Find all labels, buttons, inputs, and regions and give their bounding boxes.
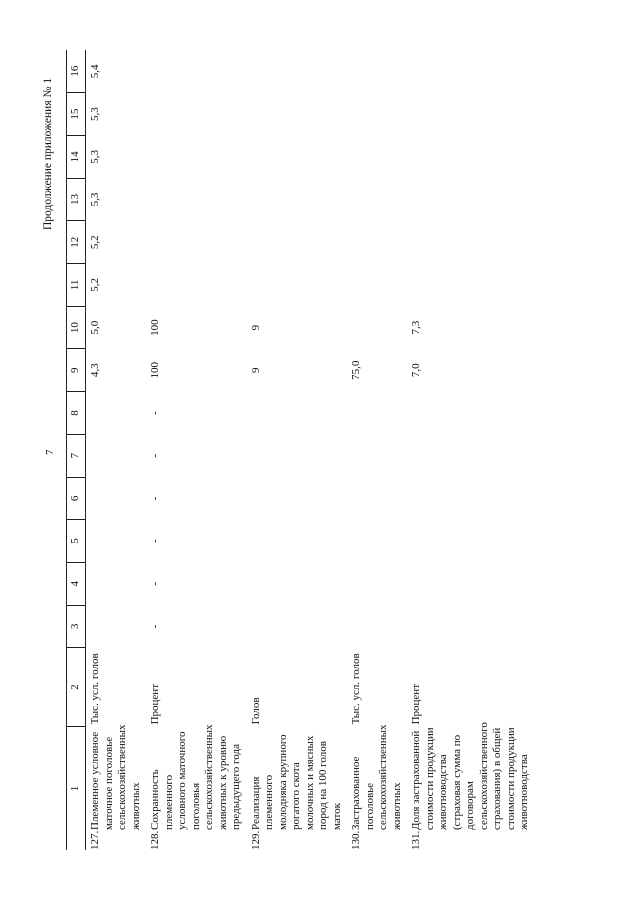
value-cell: - <box>149 453 161 458</box>
value-cell <box>407 562 535 605</box>
appendix-label: Продолжение приложения № 1 <box>42 77 54 230</box>
value-cell: 75,0 <box>350 360 362 380</box>
value-cell: 5,2 <box>89 278 101 292</box>
value-cell <box>347 306 407 349</box>
table-row <box>247 50 348 850</box>
value-cell <box>407 221 535 264</box>
column-header: 3 <box>67 605 86 648</box>
value-cell <box>86 477 147 520</box>
column-header: 2 <box>67 648 86 727</box>
value-cell <box>247 221 348 264</box>
unit-cell: Процент <box>149 683 161 725</box>
value-cell <box>347 477 407 520</box>
value-cell <box>347 562 407 605</box>
value-cell: 100 <box>149 362 161 379</box>
table-row <box>347 50 407 850</box>
value-cell <box>146 136 247 179</box>
value-cell <box>146 93 247 136</box>
value-cell: 5,0 <box>89 320 101 335</box>
column-header: 15 <box>67 93 86 136</box>
indicator-cell <box>86 726 147 850</box>
header-row <box>67 50 86 850</box>
value-cell <box>86 392 147 435</box>
row-number: 131. <box>410 830 422 850</box>
value-cell: 9 <box>249 324 262 331</box>
value-cell: 5,3 <box>89 192 101 207</box>
value-cell <box>247 477 348 520</box>
value-cell <box>407 93 535 136</box>
column-header: 11 <box>67 264 86 307</box>
value-cell <box>347 520 407 563</box>
value-cell <box>407 520 535 563</box>
value-cell <box>146 221 247 264</box>
value-cell <box>407 605 535 648</box>
value-cell <box>407 178 535 221</box>
indicator-cell <box>146 726 247 850</box>
value-cell <box>347 392 407 435</box>
value-cell <box>407 50 535 93</box>
indicator-name: Доля застрахованной стоимости продукции животноводства (страховая сумма по договорам сельскохозяйственного страхования) в общей стоимости продукции животноводства <box>410 722 530 830</box>
table-row <box>146 50 247 850</box>
column-header: 5 <box>67 520 86 563</box>
value-cell: - <box>149 496 161 501</box>
row-number: 130. <box>350 830 362 850</box>
row-number: 129. <box>249 830 262 850</box>
value-cell <box>347 221 407 264</box>
value-cell: 7,0 <box>410 363 422 378</box>
unit-cell: Голов <box>249 697 262 725</box>
unit-cell: Тыс. усл. голов <box>350 653 362 725</box>
value-cell: - <box>149 624 161 629</box>
unit-cell: Процент <box>410 683 422 725</box>
value-cell <box>247 93 348 136</box>
value-cell <box>407 434 535 477</box>
column-header: 8 <box>67 392 86 435</box>
row-number: 128. <box>149 830 161 850</box>
value-cell: 4,3 <box>89 363 101 378</box>
value-cell <box>407 392 535 435</box>
value-cell <box>347 50 407 93</box>
value-cell: 5,4 <box>89 64 101 79</box>
value-cell <box>247 136 348 179</box>
value-cell <box>347 93 407 136</box>
column-header: 16 <box>67 50 86 93</box>
column-header: 6 <box>67 477 86 520</box>
value-cell <box>407 136 535 179</box>
value-cell <box>247 178 348 221</box>
unit-cell: Тыс. усл. голов <box>89 653 101 725</box>
table-row <box>86 50 147 850</box>
value-cell <box>347 136 407 179</box>
value-cell: - <box>149 411 161 415</box>
column-header: 7 <box>67 434 86 477</box>
value-cell <box>247 50 348 93</box>
value-cell <box>347 264 407 307</box>
indicator-cell <box>407 722 535 850</box>
value-cell: - <box>149 581 161 586</box>
value-cell <box>247 562 348 605</box>
value-cell <box>247 520 348 563</box>
value-cell <box>347 178 407 221</box>
indicator-name: Сохранность племенного условного маточного поголовья сельскохозяйственных животных к уровню предыдущего года <box>149 724 242 830</box>
value-cell <box>247 434 348 477</box>
value-cell <box>86 520 147 563</box>
value-cell: 9 <box>249 367 262 374</box>
value-cell <box>347 605 407 648</box>
column-header: 14 <box>67 136 86 179</box>
value-cell <box>247 605 348 648</box>
indicator-cell <box>347 726 407 850</box>
value-cell: 5,3 <box>89 149 101 164</box>
column-header: 12 <box>67 221 86 264</box>
value-cell <box>146 50 247 93</box>
column-header: 1 <box>67 726 86 850</box>
value-cell <box>146 178 247 221</box>
indicator-name: Реализация племенного молодняка крупного рогатого скота молочных и мясных пород на 100 голов маток <box>249 734 343 830</box>
value-cell <box>146 264 247 307</box>
table-row <box>407 50 535 850</box>
value-cell <box>247 264 348 307</box>
value-cell: - <box>149 539 161 543</box>
value-cell: 7,3 <box>410 320 422 335</box>
column-header: 9 <box>67 349 86 392</box>
value-cell <box>247 392 348 435</box>
value-cell: 5,2 <box>89 235 101 250</box>
column-header: 4 <box>67 562 86 605</box>
value-cell: 100 <box>149 319 161 336</box>
indicator-name: Племенное условное маточное поголовье сельскохозяйственных животных <box>89 724 142 830</box>
value-cell: 5,3 <box>89 107 101 122</box>
rotated-sheet <box>40 50 600 850</box>
data-table <box>66 50 535 850</box>
value-cell <box>86 434 147 477</box>
column-header: 10 <box>67 306 86 349</box>
value-cell <box>407 264 535 307</box>
page-number: 7 <box>44 449 56 455</box>
column-header: 13 <box>67 178 86 221</box>
table-body <box>86 50 535 850</box>
indicator-name: Застрахованное поголовье сельскохозяйственных животных <box>350 724 403 830</box>
row-number: 127. <box>89 830 101 850</box>
value-cell <box>86 605 147 648</box>
value-cell <box>407 477 535 520</box>
value-cell <box>347 434 407 477</box>
indicator-cell <box>247 726 348 850</box>
value-cell <box>86 562 147 605</box>
